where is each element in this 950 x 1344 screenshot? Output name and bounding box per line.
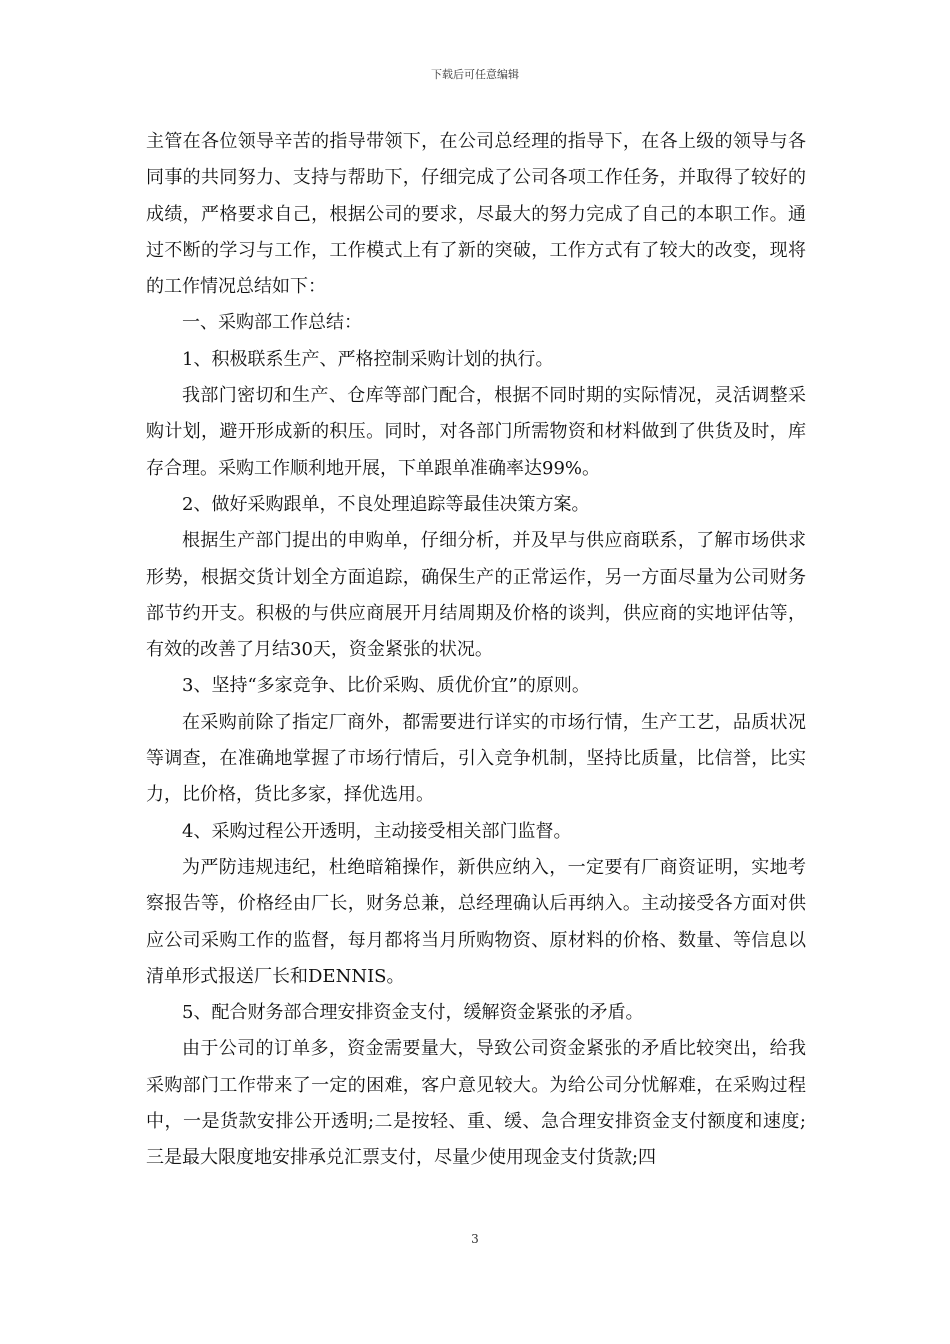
page-header: 下载后可任意编辑 (431, 68, 519, 81)
paragraph-intro: 主管在各位领导辛苦的指导带领下，在公司总经理的指导下，在各上级的领导与各同事的共同努力、支持与帮助下，仔细完成了公司各项工作任务，并取得了较好的成绩，严格要求自己，根据公司的要求，尽最大的努力完成了自己的本职工作。通过不断的学习与工作，工作模式上有了新的突破，工作方式有了较大的改变，现将的工作情况总结如下： (146, 131, 806, 298)
paragraph-item-3: 在采购前除了指定厂商外，都需要进行详实的市场行情，生产工艺，品质状况等调查，在准确地掌握了市场行情后，引入竞争机制，坚持比质量，比信誉，比实力，比价格，货比多家，择优选用。 (146, 711, 806, 806)
paragraph-item-4: 为严防违规违纪，杜绝暗箱操作，新供应纳入，一定要有厂商资证明，实地考察报告等，价格经由厂长，财务总兼，总经理确认后再纳入。主动接受各方面对供应公司采购工作的监督，每月都将当月所购物资、原材料的价格、数量、等信息以清单形式报送厂长和DENNIS。 (146, 856, 806, 987)
paragraph-item-5: 由于公司的订单多，资金需要量大，导致公司资金紧张的矛盾比较突出，给我采购部门工作带来了一定的困难，客户意见较大。为给公司分忧解难，在采购过程中，一是货款安排公开透明;二是按轻、重、缓、急合理安排资金支付额度和速度;三是最大限度地安排承兑汇票支付，尽量少使用现金支付货款;四 (146, 1038, 806, 1169)
section-heading-purchasing-summary: 一、采购部工作总结： (182, 312, 362, 334)
item-heading-1: 1、积极联系生产、严格控制采购计划的执行。 (182, 348, 554, 370)
page-number: 3 (471, 1232, 479, 1246)
paragraph-item-2: 根据生产部门提出的申购单，仔细分析，并及早与供应商联系，了解市场供求形势，根据交货计划全方面追踪，确保生产的正常运作，另一方面尽量为公司财务部节约开支。积极的与供应商展开月结周期及价格的谈判，供应商的实地评估等，有效的改善了月结30天，资金紧张的状况。 (146, 530, 806, 661)
item-heading-2: 2、做好采购跟单，不良处理追踪等最佳决策方案。 (182, 493, 590, 515)
item-heading-5: 5、配合财务部合理安排资金支付，缓解资金紧张的矛盾。 (182, 1002, 644, 1024)
item-heading-4: 4、采购过程公开透明，主动接受相关部门监督。 (182, 820, 572, 842)
item-heading-3: 3、坚持“多家竞争、比价采购、质优价宜”的原则。 (182, 675, 590, 697)
document-body (146, 124, 806, 1177)
paragraph-item-1: 我部门密切和生产、仓库等部门配合，根据不同时期的实际情况，灵活调整采购计划，避开形成新的积压。同时，对各部门所需物资和材料做到了供货及时，库存合理。采购工作顺利地开展，下单跟单准确率达99%。 (146, 385, 806, 479)
